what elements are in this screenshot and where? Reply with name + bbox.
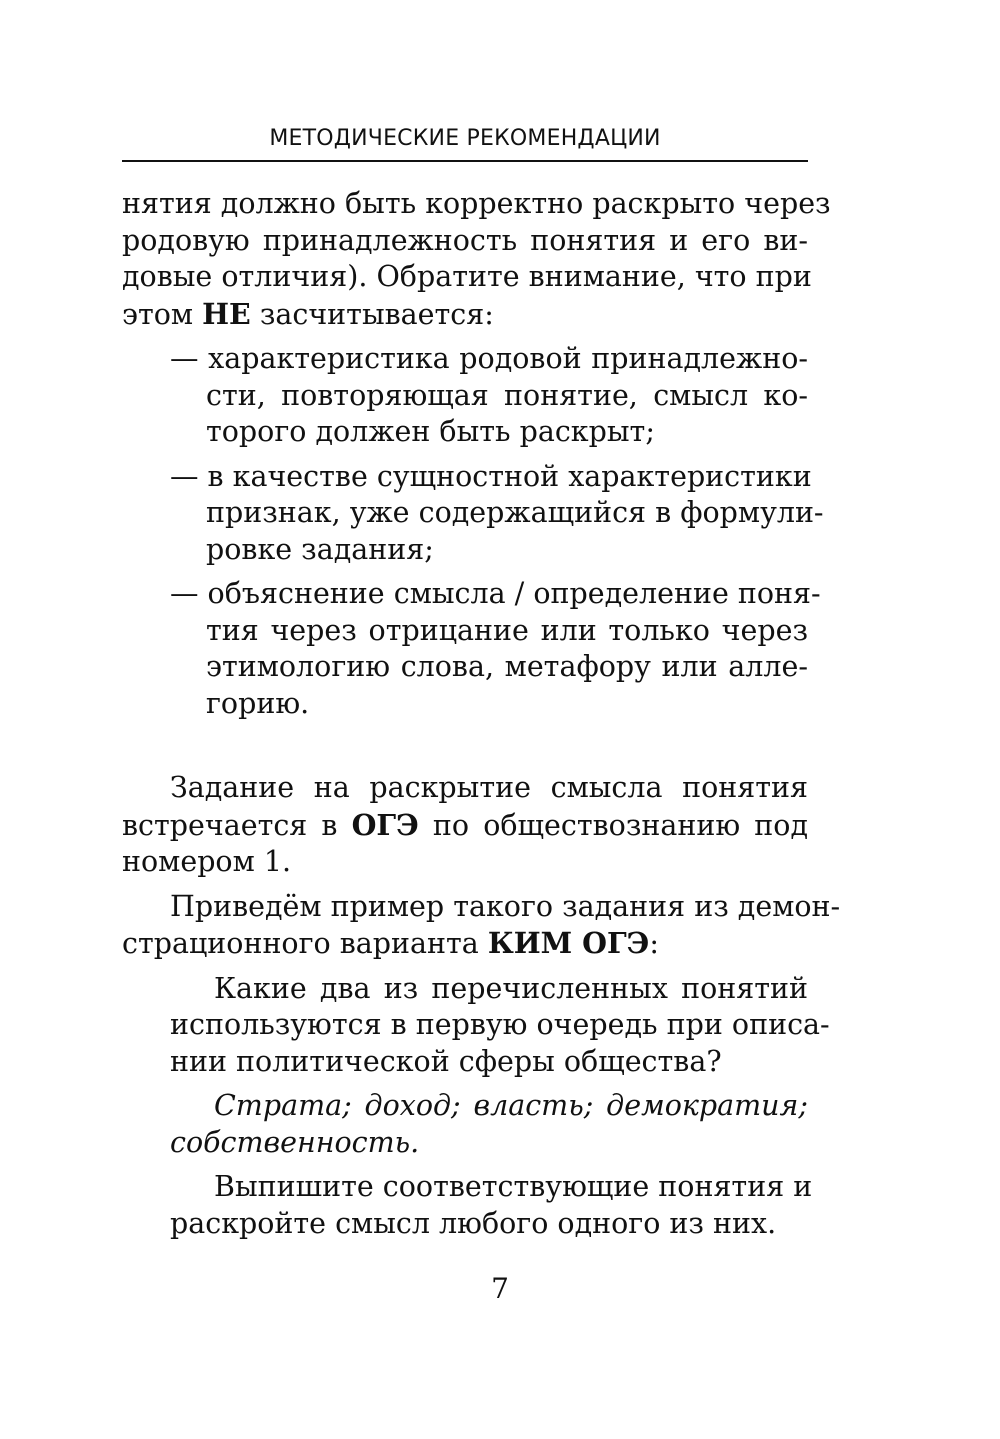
text-fragment: встречается в [122, 808, 352, 842]
text-line [122, 925, 808, 963]
text-fragment: страционного варианта [122, 927, 488, 960]
list-item [122, 576, 821, 722]
list-item-line: сти, повторяющая понятие, смысл ко- [206, 378, 808, 412]
intro-paragraph [122, 186, 831, 333]
exclusion-list [122, 341, 824, 722]
text-line: Какие два из перечисленных понятий [214, 971, 808, 1005]
list-item-line: ровке задания; [206, 532, 434, 566]
text-line: используются в первую очередь при описа- [170, 1008, 830, 1041]
bold-kim-oge: КИМ ОГЭ [487, 926, 650, 960]
text-line [122, 296, 808, 334]
task-options [170, 1088, 808, 1161]
page-number: 7 [491, 1272, 509, 1305]
bold-ne: НЕ [202, 296, 251, 331]
text-line: собственность. [170, 1125, 420, 1159]
text-line: нятия должно быть корректно раскрыто через [122, 187, 831, 220]
list-item [122, 341, 808, 451]
sample-task [122, 971, 830, 1243]
list-item [122, 459, 824, 569]
text-fragment: этом [122, 297, 203, 331]
text-fragment: по обществознанию под [418, 808, 808, 842]
text-line: Приведём пример такого задания из демон- [170, 889, 841, 923]
running-header: МЕТОДИЧЕСКИЕ РЕКОМЕНДАЦИИ [269, 126, 661, 151]
list-item-line: — в качестве сущностной характеристики [170, 459, 812, 493]
text-fragment: засчитывается: [250, 297, 494, 331]
list-item-line: тия через отрицание или только через [206, 613, 808, 647]
text-line: довые отличия). Обратите внимание, что при [122, 260, 812, 293]
page-body [122, 186, 841, 1242]
task-number-paragraph [122, 770, 808, 881]
list-item-line: — объяснение смысла / определение поня- [170, 577, 821, 610]
list-item-line: этимологию слова, метафору или алле- [206, 650, 808, 683]
task-question [170, 971, 830, 1081]
text-line: нии политической сферы общества? [170, 1044, 722, 1078]
list-item-line: — характеристика родовой принадлежно- [170, 342, 808, 375]
text-line: Страта; доход; власть; демократия; [214, 1089, 808, 1122]
header-rule [122, 160, 808, 162]
list-item-line: горию. [206, 686, 310, 720]
list-item-line: признак, уже содержащийся в формули- [206, 496, 824, 529]
text-fragment: : [649, 927, 659, 960]
text-line: раскройте смысл любого одного из них. [170, 1206, 777, 1240]
text-line [122, 807, 808, 845]
task-instruction [170, 1169, 813, 1242]
list-item-line: торого должен быть раскрыт; [206, 415, 655, 448]
text-line: Выпишите соответствующие понятия и [214, 1170, 813, 1203]
text-line: Задание на раскрытие смысла понятия [170, 771, 808, 804]
text-line: родовую принадлежность понятия и его ви- [122, 223, 808, 257]
bold-oge: ОГЭ [351, 807, 419, 842]
text-line: номером 1. [122, 845, 292, 878]
example-intro-paragraph [122, 889, 841, 963]
